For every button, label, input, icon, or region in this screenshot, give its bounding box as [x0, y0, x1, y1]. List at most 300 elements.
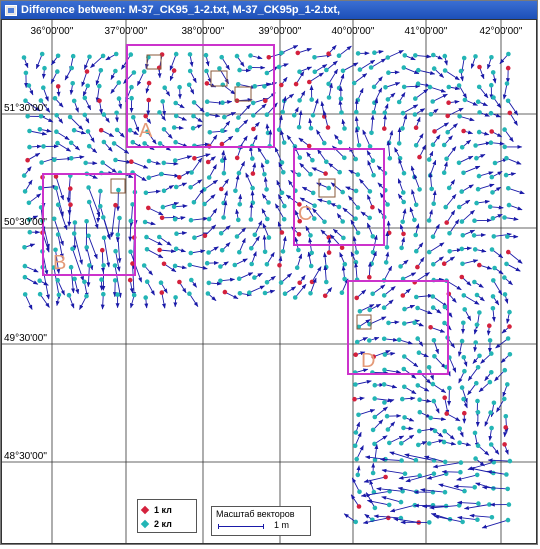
- class-2-point: [458, 470, 463, 475]
- displacement-vector: [445, 71, 459, 80]
- class-1-point: [25, 158, 30, 163]
- class-2-point: [490, 515, 495, 520]
- class-2-point: [402, 65, 407, 70]
- class-2-point: [69, 66, 74, 71]
- class-2-point: [53, 96, 58, 101]
- class-2-point: [39, 160, 44, 165]
- displacement-vector: [508, 188, 524, 193]
- class-2-point: [116, 233, 121, 238]
- class-2-point: [431, 503, 436, 508]
- class-2-point: [337, 170, 342, 175]
- class-2-point: [277, 65, 282, 70]
- displacement-vector: [430, 160, 436, 175]
- class-2-point: [250, 156, 255, 161]
- displacement-vector: [194, 154, 210, 158]
- class-2-point: [460, 219, 465, 224]
- class-2-point: [23, 275, 28, 280]
- class-1-point: [85, 69, 90, 74]
- displacement-vector: [103, 163, 117, 173]
- class-2-point: [428, 85, 433, 90]
- class-2-point: [508, 459, 513, 464]
- class-2-point: [372, 396, 377, 401]
- class-2-point: [462, 369, 467, 374]
- class-2-point: [489, 442, 494, 447]
- class-2-point: [23, 292, 28, 297]
- class-2-point: [432, 354, 437, 359]
- class-2-point: [431, 142, 436, 147]
- class-2-point: [173, 101, 178, 106]
- class-2-point: [431, 262, 436, 267]
- class-2-point: [117, 80, 122, 85]
- displacement-vector: [354, 74, 367, 83]
- class-1-point: [428, 325, 433, 330]
- class-2-point: [281, 170, 286, 175]
- class-2-point: [143, 220, 148, 225]
- class-2-point: [429, 187, 434, 192]
- class-2-point: [398, 156, 403, 161]
- displacement-vector: [238, 105, 250, 118]
- class-2-point: [112, 141, 117, 146]
- displacement-vector: [496, 339, 509, 349]
- class-2-point: [22, 173, 27, 178]
- class-2-point: [128, 128, 133, 133]
- displacement-vector: [313, 99, 318, 116]
- class-2-point: [413, 96, 418, 101]
- class-1-point: [206, 160, 211, 165]
- class-2-point: [113, 249, 118, 254]
- class-1-point: [340, 245, 345, 250]
- class-2-point: [397, 141, 402, 146]
- class-2-point: [38, 292, 43, 297]
- class-2-point: [397, 100, 402, 105]
- class-2-point: [358, 67, 363, 72]
- class-2-point: [174, 231, 179, 236]
- class-2-point: [147, 175, 152, 180]
- class-2-point: [145, 247, 150, 252]
- class-2-point: [477, 310, 482, 315]
- longitude-label: 42°00'00'': [479, 26, 522, 37]
- displacement-vector: [190, 265, 208, 269]
- displacement-vector: [356, 263, 357, 280]
- class-2-point: [162, 161, 167, 166]
- class-2-point: [413, 53, 418, 58]
- class-2-point: [356, 205, 361, 210]
- class-2-point: [352, 81, 357, 86]
- class-2-point: [251, 113, 256, 118]
- class-2-point: [427, 441, 432, 446]
- class-2-point: [311, 113, 316, 118]
- class-1-point: [129, 159, 134, 164]
- class-2-point: [97, 84, 102, 89]
- class-1-point: [323, 294, 328, 299]
- class-2-point: [371, 250, 376, 255]
- class-2-point: [356, 51, 361, 56]
- displacement-vector: [267, 103, 278, 115]
- class-2-point: [386, 427, 391, 432]
- displacement-vector: [70, 117, 83, 130]
- class-2-point: [27, 129, 32, 134]
- class-1-point: [146, 206, 151, 211]
- class-1-point: [442, 395, 447, 400]
- class-2-point: [447, 85, 452, 90]
- class-2-point: [371, 173, 376, 178]
- class-2-point: [444, 157, 449, 162]
- class-2-point: [385, 245, 390, 250]
- class-2-point: [386, 55, 391, 60]
- class-2-point: [428, 416, 433, 421]
- class-2-point: [442, 440, 447, 445]
- class-2-point: [457, 161, 462, 166]
- class-2-point: [477, 130, 482, 135]
- class-2-point: [489, 55, 494, 60]
- class-1-point: [279, 83, 284, 88]
- class-1-point: [263, 99, 268, 104]
- class-1-point: [223, 290, 228, 295]
- class-2-point: [475, 293, 480, 298]
- class-2-point: [312, 216, 317, 221]
- class-2-point: [414, 458, 419, 463]
- map-canvas[interactable]: [1, 19, 537, 544]
- class-2-point: [370, 292, 375, 297]
- class-2-point: [417, 187, 422, 192]
- displacement-vector: [464, 166, 480, 173]
- class-2-point: [279, 51, 284, 56]
- class-2-point: [253, 84, 258, 89]
- class-2-point: [476, 187, 481, 192]
- class-2-point: [265, 262, 270, 267]
- class-1-point: [219, 187, 224, 192]
- class-2-point: [218, 279, 223, 284]
- displacement-vector: [482, 520, 508, 528]
- class-2-point: [174, 247, 179, 252]
- class-2-point: [372, 110, 377, 115]
- class-2-point: [101, 292, 106, 297]
- class-2-point: [265, 280, 270, 285]
- class-2-point: [98, 189, 103, 194]
- class-1-point: [327, 235, 332, 240]
- displacement-vector: [118, 235, 120, 263]
- latitude-label: 50°30'00'': [4, 217, 47, 228]
- class-2-point: [113, 69, 118, 74]
- class-2-point: [310, 158, 315, 163]
- class-2-point: [340, 290, 345, 295]
- displacement-vector: [459, 341, 462, 356]
- class-2-point: [248, 65, 253, 70]
- class-2-point: [343, 262, 348, 267]
- class-2-point: [507, 502, 512, 507]
- displacement-vector: [458, 502, 479, 503]
- displacement-vector: [439, 484, 465, 491]
- app-icon: [5, 5, 17, 16]
- class-2-point: [22, 55, 27, 60]
- displacement-vector: [371, 59, 386, 68]
- class-1-point: [383, 475, 388, 480]
- displacement-vector: [372, 115, 374, 133]
- class-2-point: [237, 276, 242, 281]
- displacement-vector: [295, 284, 306, 297]
- class-2-point: [356, 172, 361, 177]
- region-label-b: B: [53, 252, 66, 274]
- class-2-point: [324, 68, 329, 73]
- class-2-point: [55, 69, 60, 74]
- class-1-point: [460, 275, 465, 280]
- class-2-point: [503, 292, 508, 297]
- class-2-point: [313, 70, 318, 75]
- displacement-vector: [54, 219, 63, 246]
- class-2-point: [489, 426, 494, 431]
- displacement-vector: [463, 260, 478, 264]
- class-2-point: [488, 410, 493, 415]
- displacement-vector: [488, 460, 510, 461]
- class-2-point: [297, 69, 302, 74]
- class-1-point: [326, 125, 331, 130]
- scale-bar-icon: [218, 526, 264, 527]
- class-2-point: [413, 112, 418, 117]
- class-2-point: [131, 115, 136, 120]
- longitude-label: 37°00'00'': [104, 26, 147, 37]
- class-2-point: [206, 291, 211, 296]
- displacement-vector: [433, 384, 446, 393]
- class-2-point: [357, 490, 362, 495]
- class-2-point: [25, 114, 30, 119]
- class-2-point: [266, 200, 271, 205]
- class-2-point: [476, 99, 481, 104]
- class-2-point: [416, 68, 421, 73]
- class-2-point: [327, 95, 332, 100]
- class-2-point: [489, 351, 494, 356]
- class-2-point: [432, 399, 437, 404]
- class-2-point: [502, 215, 507, 220]
- class-2-point: [488, 205, 493, 210]
- class-2-point: [503, 368, 508, 373]
- class-2-point: [54, 129, 59, 134]
- class-2-point: [235, 128, 240, 133]
- class-2-point: [417, 350, 422, 355]
- displacement-vector: [25, 294, 32, 309]
- class-2-point: [237, 171, 242, 176]
- class-1-point: [160, 216, 165, 221]
- class-1-point: [445, 114, 450, 119]
- latitude-label: 51°30'00'': [4, 103, 47, 114]
- class-2-point: [401, 426, 406, 431]
- class-2-point: [506, 99, 511, 104]
- longitude-label: 40°00'00'': [331, 26, 374, 37]
- class-2-point: [174, 114, 179, 119]
- displacement-vector: [418, 70, 434, 74]
- class-2-point: [387, 441, 392, 446]
- class-2-point: [507, 310, 512, 315]
- class-2-point: [129, 96, 134, 101]
- class-2-point: [354, 189, 359, 194]
- class-2-point: [460, 262, 465, 267]
- class-legend: [137, 499, 197, 533]
- class-2-point: [173, 217, 178, 222]
- class-2-point: [41, 144, 46, 149]
- vector-map[interactable]: [1, 19, 537, 544]
- class-2-point: [429, 112, 434, 117]
- class-2-point: [72, 128, 77, 133]
- class-2-point: [353, 382, 358, 387]
- class-2-point: [158, 141, 163, 146]
- displacement-vector: [116, 160, 132, 163]
- class-2-point: [443, 460, 448, 465]
- class-2-point: [354, 430, 359, 435]
- class-2-point: [233, 263, 238, 268]
- class-2-point: [491, 216, 496, 221]
- class-2-point: [101, 263, 106, 268]
- displacement-vector: [385, 370, 401, 373]
- displacement-vector: [447, 147, 456, 159]
- class-2-point: [99, 68, 104, 73]
- class-2-point: [442, 321, 447, 326]
- class-2-point: [443, 54, 448, 59]
- class-2-point: [427, 218, 432, 223]
- class-2-point: [52, 158, 57, 163]
- class-2-point: [383, 110, 388, 115]
- class-2-point: [367, 338, 372, 343]
- class-2-point: [218, 264, 223, 269]
- class-2-point: [368, 189, 373, 194]
- class-2-point: [431, 294, 436, 299]
- class-2-symbol-icon: [141, 520, 149, 528]
- class-2-point: [371, 428, 376, 433]
- class-2-point: [386, 321, 391, 326]
- class-1-point: [280, 230, 285, 235]
- class-2-point: [292, 113, 297, 118]
- class-2-point: [442, 170, 447, 175]
- class-2-point: [460, 339, 465, 344]
- class-2-point: [384, 260, 389, 265]
- class-2-point: [473, 143, 478, 148]
- class-2-point: [414, 249, 419, 254]
- class-2-point: [236, 115, 241, 120]
- class-2-point: [70, 247, 75, 252]
- class-2-point: [473, 431, 478, 436]
- class-2-point: [382, 305, 387, 310]
- class-2-point: [144, 191, 149, 196]
- class-2-point: [38, 127, 43, 132]
- class-2-point: [98, 204, 103, 209]
- class-2-point: [238, 291, 243, 296]
- class-2-point: [337, 205, 342, 210]
- displacement-vector: [89, 202, 98, 229]
- class-2-point: [160, 99, 165, 104]
- class-2-point: [489, 140, 494, 145]
- class-2-point: [402, 415, 407, 420]
- displacement-vector: [415, 55, 431, 56]
- class-2-point: [263, 291, 268, 296]
- class-2-point: [205, 261, 210, 266]
- class-2-point: [342, 156, 347, 161]
- class-2-point: [504, 173, 509, 178]
- displacement-vector: [470, 515, 492, 517]
- class-2-point: [252, 275, 257, 280]
- class-1-point: [401, 232, 406, 237]
- displacement-vector: [281, 46, 297, 53]
- class-2-point: [102, 236, 107, 241]
- class-2-point: [23, 189, 28, 194]
- class-2-point: [489, 111, 494, 116]
- class-2-point: [472, 233, 477, 238]
- class-2-point: [505, 81, 510, 86]
- class-2-point: [457, 205, 462, 210]
- class-2-point: [385, 202, 390, 207]
- class-2-point: [414, 295, 419, 300]
- class-1-point: [502, 442, 507, 447]
- class-2-point: [413, 503, 418, 508]
- class-2-point: [188, 263, 193, 268]
- class-2-point: [297, 172, 302, 177]
- displacement-vector: [403, 105, 418, 113]
- class-2-point: [443, 205, 448, 210]
- displacement-vector: [374, 351, 391, 357]
- class-1-point: [386, 516, 391, 521]
- class-2-point: [235, 234, 240, 239]
- class-2-point: [340, 190, 345, 195]
- class-2-point: [414, 203, 419, 208]
- class-2-point: [205, 112, 210, 117]
- class-2-point: [142, 263, 147, 268]
- class-2-point: [102, 112, 107, 117]
- class-2-point: [399, 500, 404, 505]
- class-2-point: [508, 352, 513, 357]
- class-2-point: [251, 101, 256, 106]
- displacement-vector: [175, 156, 192, 160]
- class-2-point: [56, 232, 61, 237]
- class-1-point: [417, 155, 422, 160]
- class-2-point: [189, 170, 194, 175]
- class-2-point: [309, 251, 314, 256]
- class-2-point: [382, 368, 387, 373]
- class-2-point: [102, 140, 107, 145]
- displacement-vector: [96, 70, 101, 85]
- class-2-point: [461, 171, 466, 176]
- class-2-point: [431, 201, 436, 206]
- class-2-point: [459, 189, 464, 194]
- class-2-point: [506, 52, 511, 57]
- class-2-point: [338, 140, 343, 145]
- class-2-point: [39, 114, 44, 119]
- class-2-point: [397, 338, 402, 343]
- class-2-point: [72, 277, 77, 282]
- class-2-point: [475, 323, 480, 328]
- class-1-point: [442, 261, 447, 266]
- displacement-vector: [404, 357, 418, 367]
- class-2-point: [220, 248, 225, 253]
- displacement-vector: [88, 265, 89, 286]
- region-label-d: D: [361, 350, 375, 372]
- class-2-point: [249, 217, 254, 222]
- legend-item-class-2: [142, 519, 172, 529]
- class-2-point: [41, 85, 46, 90]
- class-2-point: [504, 156, 509, 161]
- title-bar[interactable]: [1, 1, 537, 19]
- displacement-vector: [416, 295, 432, 297]
- class-2-point: [442, 429, 447, 434]
- class-2-point: [373, 415, 378, 420]
- class-2-point: [52, 217, 57, 222]
- class-2-point: [86, 234, 91, 239]
- class-2-point: [220, 128, 225, 133]
- displacement-vector: [30, 131, 47, 134]
- class-2-point: [341, 236, 346, 241]
- displacement-vector: [355, 381, 371, 385]
- class-2-point: [358, 309, 363, 314]
- class-2-point: [84, 294, 89, 299]
- class-2-point: [457, 114, 462, 119]
- class-2-point: [87, 200, 92, 205]
- class-2-point: [114, 111, 119, 116]
